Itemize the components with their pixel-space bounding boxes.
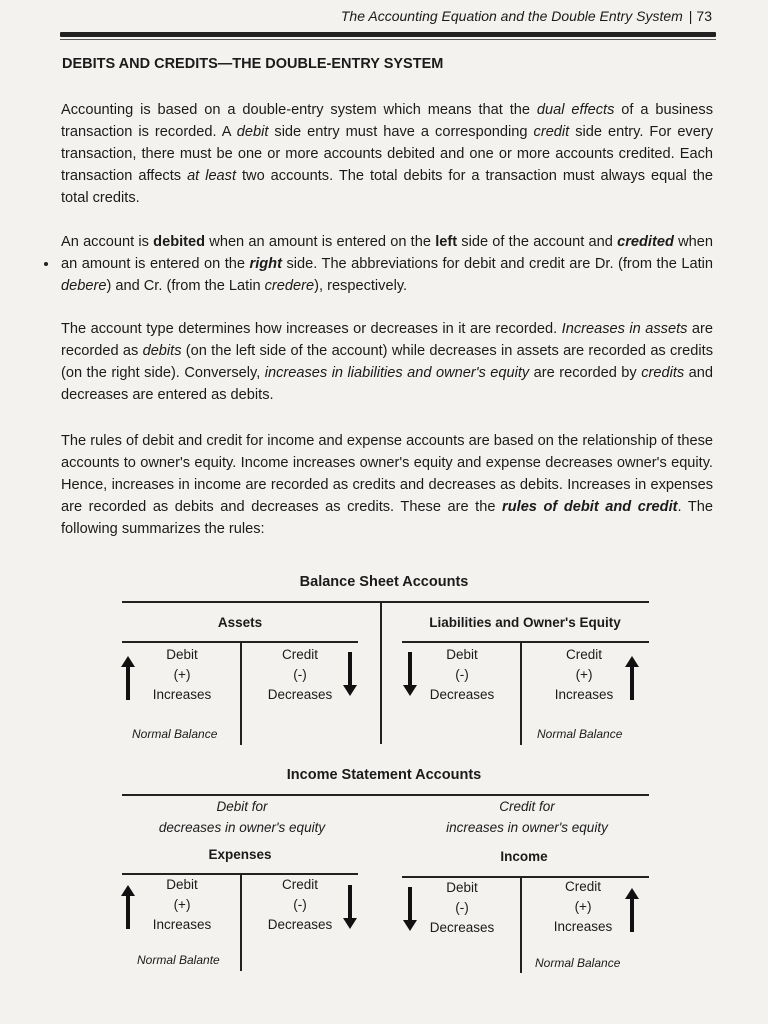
balance-sheet-divider <box>380 601 382 744</box>
side-sign: (-) <box>455 667 469 682</box>
liabilities-t-stem <box>520 641 522 745</box>
side-label: Credit <box>564 879 601 894</box>
emphasis: Increases in assets <box>561 321 688 337</box>
label-line: Credit for <box>499 799 555 814</box>
text-run: when an amount is entered on the <box>205 234 436 250</box>
running-title: The Accounting Equation and the Double Entry System <box>340 8 683 24</box>
side-sign: (+) <box>574 899 592 914</box>
paragraph-debited-credited <box>61 231 713 297</box>
income-normal-balance: Normal Balance <box>535 956 621 970</box>
paragraph-account-type <box>61 318 713 406</box>
side-label: Debit <box>166 877 198 892</box>
emphasis: dual effects <box>536 102 615 118</box>
emphasis: credits <box>641 365 685 381</box>
expenses-debit-side <box>132 875 232 935</box>
assets-t-stem <box>240 641 242 745</box>
text-run: The account type determines how increases or decreases in it are recorded. <box>61 321 562 337</box>
assets-title: Assets <box>217 615 263 630</box>
debit-for-label <box>112 796 372 838</box>
text-run: (on the left side of the account) while decreases in assets are recorded as credits (on the right side). Conversely, <box>61 343 713 381</box>
emphasis: debit <box>236 124 269 140</box>
bold-term: debited <box>153 234 206 250</box>
income-credit-side <box>533 877 633 937</box>
paragraph-double-entry <box>61 99 713 209</box>
side-label: Debit <box>166 647 198 662</box>
assets-debit-side <box>132 645 232 705</box>
credit-for-label <box>397 796 657 838</box>
text-run: are recorded as <box>61 321 714 359</box>
arrow-up-icon <box>624 656 640 700</box>
text-run: An account is <box>61 234 154 250</box>
side-effect: Decreases <box>429 687 495 702</box>
balance-sheet-top-rule <box>122 601 649 603</box>
bold-term: left <box>435 234 458 250</box>
side-effect: Increases <box>553 919 613 934</box>
side-sign: (-) <box>293 667 307 682</box>
arrow-up-icon <box>624 888 640 932</box>
text-run: when an amount is entered on the <box>61 234 713 272</box>
emphasis: increases in liabilities and owner's equity <box>264 365 530 381</box>
running-header <box>300 8 712 30</box>
bold-term: rules of debit and credit <box>502 499 678 515</box>
label-line: increases in owner's equity <box>446 820 608 835</box>
emphasis: at least <box>187 168 237 184</box>
emphasis: credere <box>264 278 315 294</box>
income-t-stem <box>520 876 522 973</box>
expenses-t-stem <box>240 873 242 971</box>
emphasis: debere <box>61 278 107 294</box>
expenses-normal-balance: Normal Balante <box>137 953 220 967</box>
text-run: side entry must have a corresponding <box>268 124 534 140</box>
text-run: are recorded by <box>529 365 642 381</box>
text-run: two accounts. The total debits for a transaction must always equal the total credits. <box>61 168 713 206</box>
assets-credit-side <box>250 645 350 705</box>
side-label: Credit <box>281 647 318 662</box>
header-separator: | <box>688 8 693 24</box>
liabilities-normal-balance: Normal Balance <box>537 727 623 741</box>
liabilities-credit-side <box>534 645 634 705</box>
arrow-down-icon <box>342 652 358 696</box>
side-effect: Increases <box>152 917 212 932</box>
text-run: side. The abbreviations for debit and credit are Dr. (from the Latin <box>281 256 713 272</box>
text-run: . The following summarizes the rules: <box>61 499 713 537</box>
side-label: Debit <box>446 647 478 662</box>
side-effect: Decreases <box>267 687 333 702</box>
text-run: ), respectively. <box>314 278 408 294</box>
side-effect: Increases <box>152 687 212 702</box>
side-label: Credit <box>281 877 318 892</box>
text-run: side of the account and <box>457 234 618 250</box>
text-run: of a business transaction is recorded. A <box>61 102 714 140</box>
header-rule-thin <box>60 39 716 40</box>
expenses-credit-side <box>250 875 350 935</box>
side-effect: Decreases <box>429 920 495 935</box>
side-sign: (+) <box>173 897 191 912</box>
text-run: and decreases are entered as debits. <box>61 365 713 403</box>
emphasis: credit <box>533 124 570 140</box>
margin-dot <box>44 262 48 266</box>
side-label: Credit <box>565 647 602 662</box>
expenses-title: Expenses <box>208 847 272 862</box>
label-line: decreases in owner's equity <box>158 820 326 835</box>
side-sign: (-) <box>293 897 307 912</box>
header-rule <box>60 32 716 37</box>
side-sign: (-) <box>455 900 469 915</box>
page-number: 73 <box>696 8 712 24</box>
text-run: side entry. For every transaction, there must be one or more accounts debited and one or more accounts credited. Each transaction affects <box>61 124 714 184</box>
text-run: ) and Cr. (from the Latin <box>106 278 265 294</box>
liabilities-debit-side <box>412 645 512 705</box>
text-run: The rules of debit and credit for income and expense accounts are based on the relationship of these accounts to owner's equity. Income increases owner's equity and expense decreases owner's equity. Hence, increases in income are recorded as credits and decreases as debits. Increases in expenses are recorded as debits and decreases as credits. These are the <box>61 433 713 515</box>
side-effect: Decreases <box>267 917 333 932</box>
paragraph-rules <box>61 430 713 540</box>
bold-term: credited <box>617 234 674 250</box>
side-sign: (+) <box>575 667 593 682</box>
income-statement-title: Income Statement Accounts <box>286 767 482 783</box>
assets-normal-balance: Normal Balance <box>132 727 218 741</box>
side-sign: (+) <box>173 667 191 682</box>
income-title: Income <box>500 849 548 864</box>
balance-sheet-title: Balance Sheet Accounts <box>299 574 469 590</box>
liabilities-t-rule <box>402 641 649 643</box>
side-label: Debit <box>446 880 478 895</box>
side-effect: Increases <box>554 687 614 702</box>
label-line: Debit for <box>216 799 268 814</box>
liabilities-title: Liabilities and Owner's Equity <box>429 615 621 630</box>
emphasis: debits <box>142 343 182 359</box>
arrow-down-icon <box>342 885 358 929</box>
income-debit-side <box>412 878 512 938</box>
section-heading: DEBITS AND CREDITS—THE DOUBLE-ENTRY SYSTEM <box>62 56 444 72</box>
bold-term: right <box>249 256 282 272</box>
text-run: Accounting is based on a double-entry system which means that the <box>61 102 537 118</box>
